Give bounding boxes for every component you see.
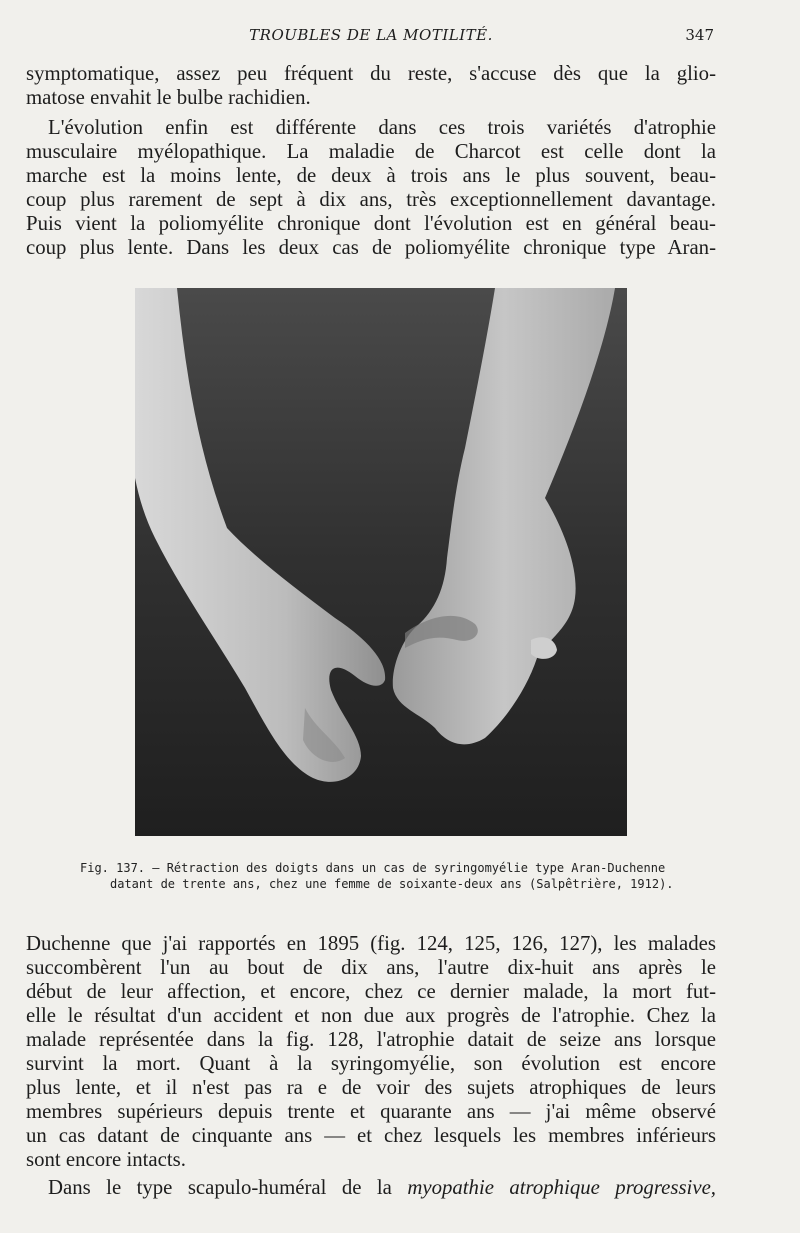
text-line: plus lente, et il n'est pas ra e de voir des sujets atrophiques de leurs <box>26 1076 716 1099</box>
text-line: début de leur affection, et encore, chez ce dernier malade, la mort fut- <box>26 980 716 1003</box>
hands-photo-illustration <box>135 288 627 836</box>
text-line <box>26 1176 716 1200</box>
text-line: membres supérieurs depuis trente et quarante ans — j'ai même observé <box>26 1100 716 1123</box>
text-line: matose envahit le bulbe rachidien. <box>26 86 311 109</box>
page-header <box>26 26 716 48</box>
figure-photograph-hands <box>135 288 627 836</box>
text-run: Dans le type scapulo-huméral de la <box>48 1176 408 1199</box>
text-line: musculaire myélopathique. La maladie de Charcot est celle dont la <box>26 140 716 163</box>
text-line: marche est la moins lente, de deux à trois ans le plus souvent, beau- <box>26 164 716 187</box>
caption-line: datant de trente ans, chez une femme de soixante-deux ans (Salpêtrière, 1912). <box>110 877 674 891</box>
figure-caption <box>80 860 692 892</box>
text-line: Duchenne que j'ai rapportés en 1895 (fig. 124, 125, 126, 127), les malades <box>26 932 716 955</box>
text-line: L'évolution enfin est différente dans ces trois variétés d'atrophie <box>48 116 716 139</box>
text-line: Puis vient la poliomyélite chronique dont l'évolution est en général beau- <box>26 212 716 235</box>
text-line: un cas datant de cinquante ans — et chez lesquels les membres inférieurs <box>26 1124 716 1147</box>
text-line: succombèrent l'un au bout de dix ans, l'autre dix-huit ans après le <box>26 956 716 979</box>
italic-term: myopathie atrophique progressive, <box>407 1176 716 1199</box>
text-line: elle le résultat d'un accident et non due aux progrès de l'atrophie. Chez la <box>26 1004 716 1027</box>
text-line: survint la mort. Quant à la syringomyélie, son évolution est encore <box>26 1052 716 1075</box>
text-line: malade représentée dans la fig. 128, l'atrophie datait de seize ans lorsque <box>26 1028 716 1051</box>
text-line: coup plus rarement de sept à dix ans, très exceptionnellement davantage. <box>26 188 716 211</box>
text-line: symptomatique, assez peu fréquent du reste, s'accuse dès que la glio- <box>26 62 716 85</box>
page-number: 347 <box>685 26 714 44</box>
text-line: sont encore intacts. <box>26 1148 186 1171</box>
caption-line: Fig. 137. — Rétraction des doigts dans un cas de syringomyélie type Aran-Duchenne <box>80 861 666 875</box>
text-line: coup plus lente. Dans les deux cas de poliomyélite chronique type Aran- <box>26 236 716 259</box>
running-title: TROUBLES DE LA MOTILITÉ. <box>249 26 493 44</box>
